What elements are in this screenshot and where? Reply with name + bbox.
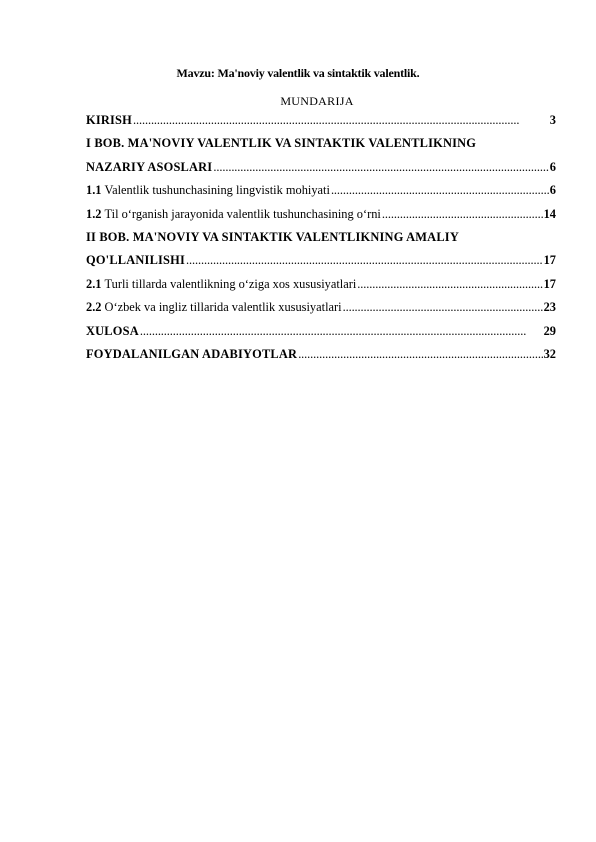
dot-leader bbox=[133, 113, 549, 128]
toc-entry-title: I BOB. MA'NOVIY VALENTLIK VA SINTAKTIK VALENTLIKNING bbox=[86, 136, 477, 151]
contents-heading: MUNDARIJA bbox=[280, 94, 354, 108]
toc-entry-title: FOYDALANILGAN ADABIYOTLAR bbox=[86, 346, 298, 361]
toc-section-number: 1.2 bbox=[86, 206, 102, 221]
toc-entry-title: O‘zbek va ingliz tillarida valentlik xususiyatlari bbox=[104, 300, 342, 315]
toc-entry-section-1-1[interactable] bbox=[86, 183, 556, 206]
dot-leader bbox=[140, 324, 543, 339]
table-of-contents bbox=[86, 113, 556, 370]
toc-entry-chapter-1[interactable] bbox=[86, 160, 556, 183]
toc-entry-chapter-2[interactable] bbox=[86, 253, 556, 276]
toc-section-number: 2.1 bbox=[86, 276, 102, 291]
toc-entry-kirish[interactable] bbox=[86, 113, 556, 136]
dot-leader bbox=[357, 277, 542, 292]
toc-entry-title: Turli tillarda valentlikning o‘ziga xos xususiyatlari bbox=[104, 276, 357, 291]
toc-entry-title: XULOSA bbox=[86, 323, 139, 338]
toc-entry-title: Til o‘rganish jarayonida valentlik tushunchasining o‘rni bbox=[104, 206, 381, 221]
topic-title: Mavzu: Ma'noviy valentlik va sintaktik valentlik. bbox=[176, 66, 420, 80]
toc-page-number: 32 bbox=[543, 346, 556, 361]
toc-page-number: 17 bbox=[543, 276, 556, 291]
toc-page-number: 17 bbox=[543, 253, 556, 268]
dot-leader bbox=[186, 253, 543, 268]
toc-entry-adabiyotlar[interactable] bbox=[86, 347, 556, 370]
dot-leader bbox=[382, 207, 543, 222]
toc-entry-title: QO'LLANILISHI bbox=[86, 253, 186, 268]
toc-chapter-1-heading[interactable] bbox=[86, 136, 556, 159]
dot-leader bbox=[343, 300, 543, 315]
toc-section-number: 2.2 bbox=[86, 300, 102, 315]
toc-chapter-2-heading[interactable] bbox=[86, 230, 556, 253]
dot-leader bbox=[298, 347, 542, 362]
toc-section-number: 1.1 bbox=[86, 183, 102, 198]
toc-page-number: 3 bbox=[549, 113, 556, 127]
toc-page-number: 23 bbox=[543, 300, 556, 315]
toc-page-number: 6 bbox=[549, 159, 556, 174]
toc-entry-section-1-2[interactable] bbox=[86, 207, 556, 230]
dot-leader bbox=[213, 160, 548, 175]
toc-entry-section-2-1[interactable] bbox=[86, 277, 556, 300]
toc-entry-title: II BOB. MA'NOVIY VA SINTAKTIK VALENTLIKNING AMALIY bbox=[86, 229, 459, 244]
toc-entry-xulosa[interactable] bbox=[86, 324, 556, 347]
dot-leader bbox=[331, 183, 549, 198]
toc-page-number: 14 bbox=[543, 206, 556, 221]
toc-entry-title: Valentlik tushunchasining lingvistik mohiyati bbox=[104, 183, 330, 198]
toc-page-number: 29 bbox=[543, 323, 556, 338]
toc-page-number: 6 bbox=[549, 183, 556, 198]
toc-entry-section-2-2[interactable] bbox=[86, 300, 556, 323]
toc-entry-title: NAZARIY ASOSLARI bbox=[86, 159, 213, 174]
toc-entry-title: KIRISH bbox=[86, 113, 132, 127]
